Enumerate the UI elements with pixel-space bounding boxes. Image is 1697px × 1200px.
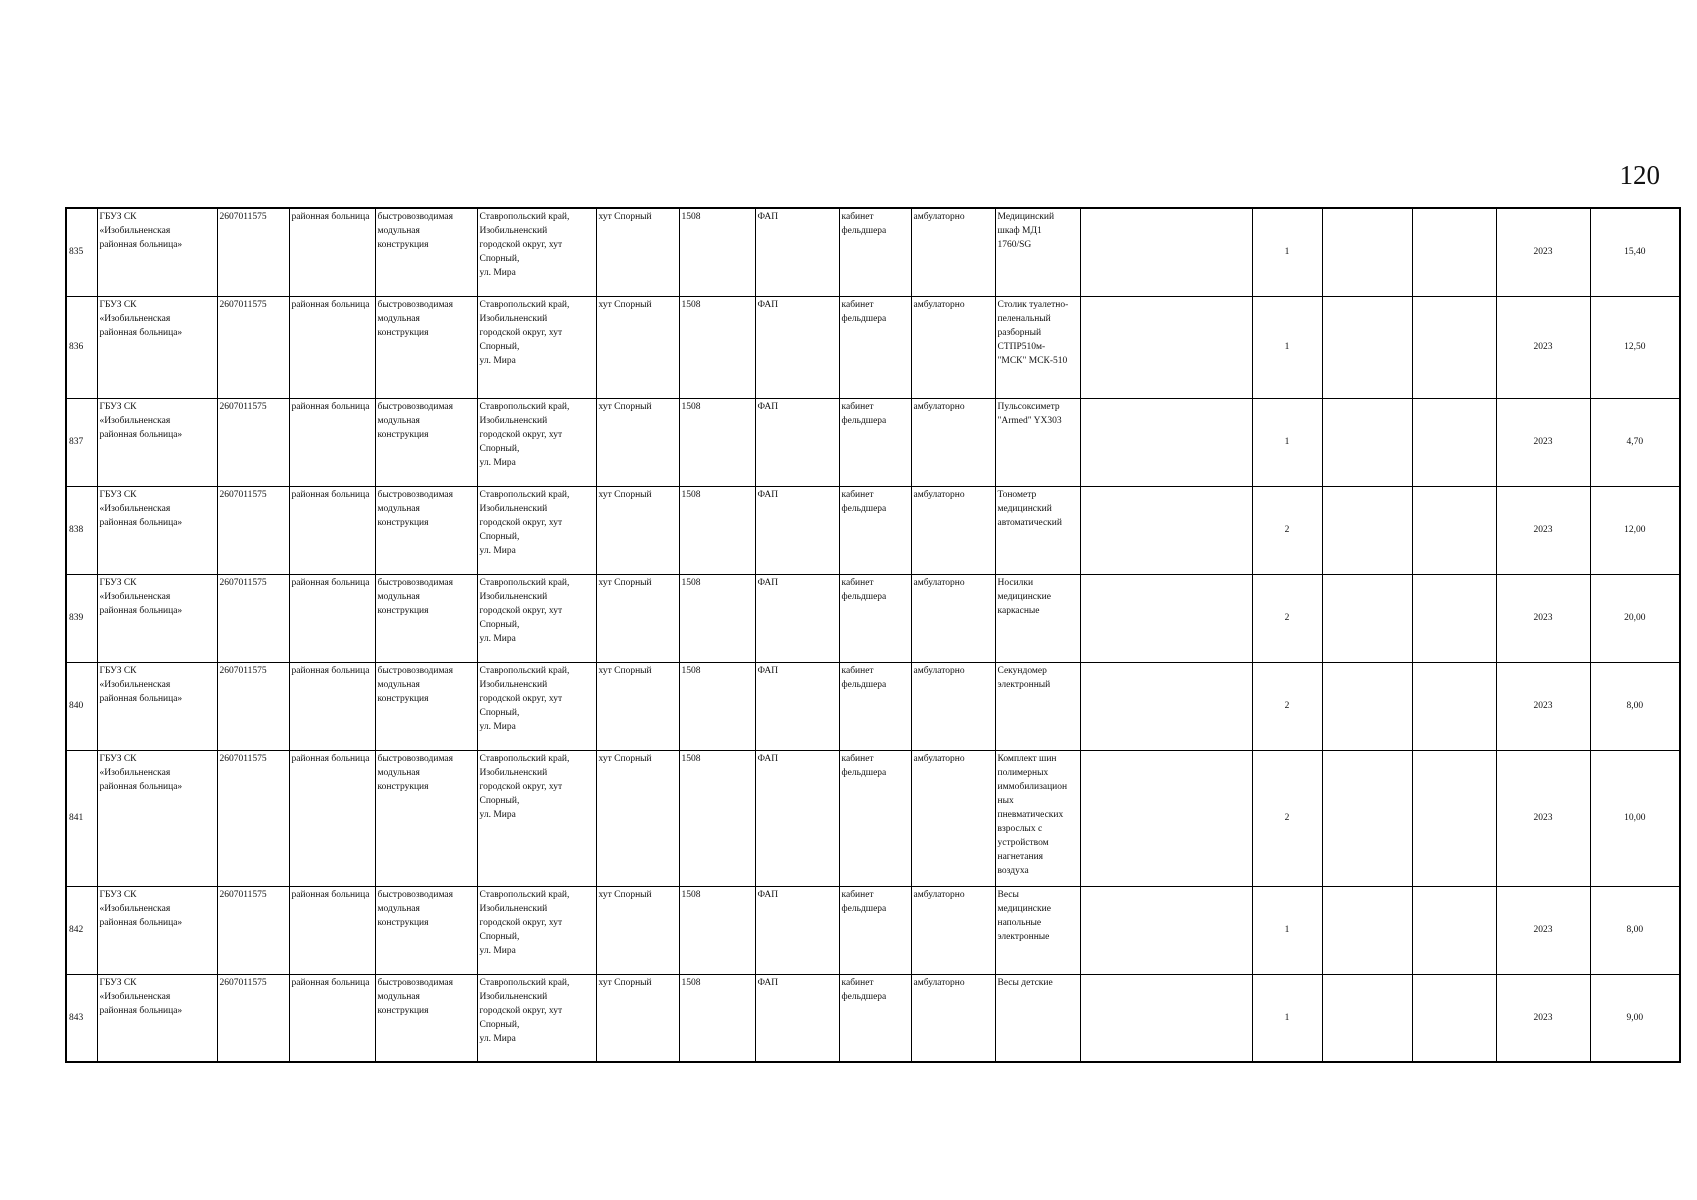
cost-cell: 20,00 (1590, 574, 1680, 662)
organization-cell: ГБУЗ СК «Изобильненская районная больница» (97, 662, 217, 750)
empty-cell (1080, 574, 1252, 662)
institution-type-cell: районная больница (289, 296, 375, 398)
quantity-cell: 1 (1252, 886, 1322, 974)
empty-cell (1412, 486, 1496, 574)
inn-cell: 2607011575 (217, 398, 289, 486)
code-cell: 1508 (679, 974, 755, 1062)
row-number-cell: 842 (66, 886, 97, 974)
organization-cell: ГБУЗ СК «Изобильненская районная больница» (97, 208, 217, 296)
row-number-cell: 835 (66, 208, 97, 296)
equipment-name-cell: Носилки медицинские каркасные (995, 574, 1080, 662)
row-number-cell: 838 (66, 486, 97, 574)
organization-cell: ГБУЗ СК «Изобильненская районная больница» (97, 398, 217, 486)
equipment-name-cell: Секундомер электронный (995, 662, 1080, 750)
year-cell: 2023 (1496, 886, 1590, 974)
cost-cell: 15,40 (1590, 208, 1680, 296)
empty-cell (1080, 296, 1252, 398)
organization-cell: ГБУЗ СК «Изобильненская районная больница» (97, 296, 217, 398)
building-type-cell: быстровозводимая модульная конструкция (375, 574, 477, 662)
quantity-cell: 1 (1252, 974, 1322, 1062)
unit-cell: ФАП (755, 208, 839, 296)
quantity-cell: 2 (1252, 662, 1322, 750)
inn-cell: 2607011575 (217, 574, 289, 662)
empty-cell (1080, 974, 1252, 1062)
quantity-cell: 1 (1252, 208, 1322, 296)
building-type-cell: быстровозводимая модульная конструкция (375, 208, 477, 296)
address-cell: Ставропольский край, Изобильненский городской округ, хут Спорный, ул. Мира (477, 208, 596, 296)
equipment-name-cell: Пульсоксиметр "Armed" YX303 (995, 398, 1080, 486)
organization-cell: ГБУЗ СК «Изобильненская районная больница» (97, 486, 217, 574)
building-type-cell: быстровозводимая модульная конструкция (375, 296, 477, 398)
empty-cell (1412, 662, 1496, 750)
equipment-name-cell: Комплект шин полимерных иммобилизацион ных пневматических взрослых с устройством нагнетания воздуха (995, 750, 1080, 886)
empty-cell (1080, 750, 1252, 886)
institution-type-cell: районная больница (289, 750, 375, 886)
care-type-cell: амбулаторно (911, 208, 995, 296)
locality-cell: хут Спорный (596, 574, 679, 662)
locality-cell: хут Спорный (596, 974, 679, 1062)
room-cell: кабинет фельдшера (839, 398, 911, 486)
inn-cell: 2607011575 (217, 974, 289, 1062)
address-cell: Ставропольский край, Изобильненский городской округ, хут Спорный, ул. Мира (477, 750, 596, 886)
code-cell: 1508 (679, 208, 755, 296)
inn-cell: 2607011575 (217, 296, 289, 398)
quantity-cell: 2 (1252, 750, 1322, 886)
table-row (66, 886, 1680, 974)
table-row (66, 574, 1680, 662)
empty-cell (1080, 486, 1252, 574)
institution-type-cell: районная больница (289, 974, 375, 1062)
unit-cell: ФАП (755, 296, 839, 398)
table-row (66, 486, 1680, 574)
unit-cell: ФАП (755, 574, 839, 662)
row-number-cell: 843 (66, 974, 97, 1062)
locality-cell: хут Спорный (596, 296, 679, 398)
quantity-cell: 2 (1252, 574, 1322, 662)
equipment-name-cell: Столик туалетно- пеленальный разборный СТПР510м- "МСК" МСК-510 (995, 296, 1080, 398)
empty-cell (1322, 486, 1412, 574)
row-number-cell: 837 (66, 398, 97, 486)
address-cell: Ставропольский край, Изобильненский городской округ, хут Спорный, ул. Мира (477, 398, 596, 486)
building-type-cell: быстровозводимая модульная конструкция (375, 662, 477, 750)
empty-cell (1322, 886, 1412, 974)
empty-cell (1322, 974, 1412, 1062)
institution-type-cell: районная больница (289, 886, 375, 974)
empty-cell (1080, 398, 1252, 486)
equipment-name-cell: Весы медицинские напольные электронные (995, 886, 1080, 974)
room-cell: кабинет фельдшера (839, 208, 911, 296)
inn-cell: 2607011575 (217, 662, 289, 750)
empty-cell (1322, 750, 1412, 886)
locality-cell: хут Спорный (596, 750, 679, 886)
unit-cell: ФАП (755, 974, 839, 1062)
code-cell: 1508 (679, 662, 755, 750)
row-number-cell: 840 (66, 662, 97, 750)
unit-cell: ФАП (755, 886, 839, 974)
table-row (66, 662, 1680, 750)
empty-cell (1412, 574, 1496, 662)
locality-cell: хут Спорный (596, 398, 679, 486)
room-cell: кабинет фельдшера (839, 750, 911, 886)
empty-cell (1322, 398, 1412, 486)
building-type-cell: быстровозводимая модульная конструкция (375, 750, 477, 886)
building-type-cell: быстровозводимая модульная конструкция (375, 886, 477, 974)
unit-cell: ФАП (755, 750, 839, 886)
empty-cell (1412, 750, 1496, 886)
care-type-cell: амбулаторно (911, 486, 995, 574)
year-cell: 2023 (1496, 398, 1590, 486)
table-row (66, 398, 1680, 486)
care-type-cell: амбулаторно (911, 886, 995, 974)
institution-type-cell: районная больница (289, 574, 375, 662)
organization-cell: ГБУЗ СК «Изобильненская районная больница» (97, 886, 217, 974)
address-cell: Ставропольский край, Изобильненский городской округ, хут Спорный, ул. Мира (477, 662, 596, 750)
page-number: 120 (1619, 160, 1660, 190)
year-cell: 2023 (1496, 974, 1590, 1062)
code-cell: 1508 (679, 886, 755, 974)
address-cell: Ставропольский край, Изобильненский городской округ, хут Спорный, ул. Мира (477, 974, 596, 1062)
row-number-cell: 836 (66, 296, 97, 398)
table-row (66, 750, 1680, 886)
room-cell: кабинет фельдшера (839, 486, 911, 574)
empty-cell (1080, 208, 1252, 296)
locality-cell: хут Спорный (596, 208, 679, 296)
empty-cell (1412, 296, 1496, 398)
table-row (66, 974, 1680, 1062)
cost-cell: 8,00 (1590, 662, 1680, 750)
quantity-cell: 1 (1252, 398, 1322, 486)
unit-cell: ФАП (755, 486, 839, 574)
year-cell: 2023 (1496, 486, 1590, 574)
locality-cell: хут Спорный (596, 886, 679, 974)
code-cell: 1508 (679, 486, 755, 574)
care-type-cell: амбулаторно (911, 662, 995, 750)
row-number-cell: 841 (66, 750, 97, 886)
empty-cell (1322, 208, 1412, 296)
address-cell: Ставропольский край, Изобильненский городской округ, хут Спорный, ул. Мира (477, 886, 596, 974)
locality-cell: хут Спорный (596, 662, 679, 750)
year-cell: 2023 (1496, 574, 1590, 662)
row-number-cell: 839 (66, 574, 97, 662)
cost-cell: 12,50 (1590, 296, 1680, 398)
care-type-cell: амбулаторно (911, 750, 995, 886)
cost-cell: 10,00 (1590, 750, 1680, 886)
year-cell: 2023 (1496, 296, 1590, 398)
institution-type-cell: районная больница (289, 208, 375, 296)
code-cell: 1508 (679, 750, 755, 886)
address-cell: Ставропольский край, Изобильненский городской округ, хут Спорный, ул. Мира (477, 574, 596, 662)
equipment-name-cell: Весы детские (995, 974, 1080, 1062)
empty-cell (1080, 886, 1252, 974)
quantity-cell: 1 (1252, 296, 1322, 398)
room-cell: кабинет фельдшера (839, 974, 911, 1062)
empty-cell (1412, 886, 1496, 974)
cost-cell: 4,70 (1590, 398, 1680, 486)
room-cell: кабинет фельдшера (839, 296, 911, 398)
building-type-cell: быстровозводимая модульная конструкция (375, 974, 477, 1062)
room-cell: кабинет фельдшера (839, 886, 911, 974)
unit-cell: ФАП (755, 398, 839, 486)
quantity-cell: 2 (1252, 486, 1322, 574)
care-type-cell: амбулаторно (911, 398, 995, 486)
year-cell: 2023 (1496, 662, 1590, 750)
equipment-name-cell: Тонометр медицинский автоматический (995, 486, 1080, 574)
address-cell: Ставропольский край, Изобильненский городской округ, хут Спорный, ул. Мира (477, 486, 596, 574)
empty-cell (1322, 662, 1412, 750)
cost-cell: 8,00 (1590, 886, 1680, 974)
inn-cell: 2607011575 (217, 750, 289, 886)
code-cell: 1508 (679, 398, 755, 486)
care-type-cell: амбулаторно (911, 974, 995, 1062)
room-cell: кабинет фельдшера (839, 574, 911, 662)
empty-cell (1412, 208, 1496, 296)
empty-cell (1412, 974, 1496, 1062)
equipment-name-cell: Медицинский шкаф МД1 1760/SG (995, 208, 1080, 296)
empty-cell (1080, 662, 1252, 750)
building-type-cell: быстровозводимая модульная конструкция (375, 486, 477, 574)
organization-cell: ГБУЗ СК «Изобильненская районная больница» (97, 974, 217, 1062)
care-type-cell: амбулаторно (911, 574, 995, 662)
address-cell: Ставропольский край, Изобильненский городской округ, хут Спорный, ул. Мира (477, 296, 596, 398)
empty-cell (1322, 296, 1412, 398)
year-cell: 2023 (1496, 208, 1590, 296)
organization-cell: ГБУЗ СК «Изобильненская районная больница» (97, 750, 217, 886)
unit-cell: ФАП (755, 662, 839, 750)
institution-type-cell: районная больница (289, 662, 375, 750)
inn-cell: 2607011575 (217, 886, 289, 974)
year-cell: 2023 (1496, 750, 1590, 886)
organization-cell: ГБУЗ СК «Изобильненская районная больница» (97, 574, 217, 662)
institution-type-cell: районная больница (289, 398, 375, 486)
cost-cell: 12,00 (1590, 486, 1680, 574)
equipment-registry-table (65, 207, 1681, 1063)
code-cell: 1508 (679, 574, 755, 662)
empty-cell (1412, 398, 1496, 486)
room-cell: кабинет фельдшера (839, 662, 911, 750)
inn-cell: 2607011575 (217, 486, 289, 574)
care-type-cell: амбулаторно (911, 296, 995, 398)
empty-cell (1322, 574, 1412, 662)
table-row (66, 296, 1680, 398)
institution-type-cell: районная больница (289, 486, 375, 574)
code-cell: 1508 (679, 296, 755, 398)
table-row (66, 208, 1680, 296)
locality-cell: хут Спорный (596, 486, 679, 574)
building-type-cell: быстровозводимая модульная конструкция (375, 398, 477, 486)
inn-cell: 2607011575 (217, 208, 289, 296)
cost-cell: 9,00 (1590, 974, 1680, 1062)
